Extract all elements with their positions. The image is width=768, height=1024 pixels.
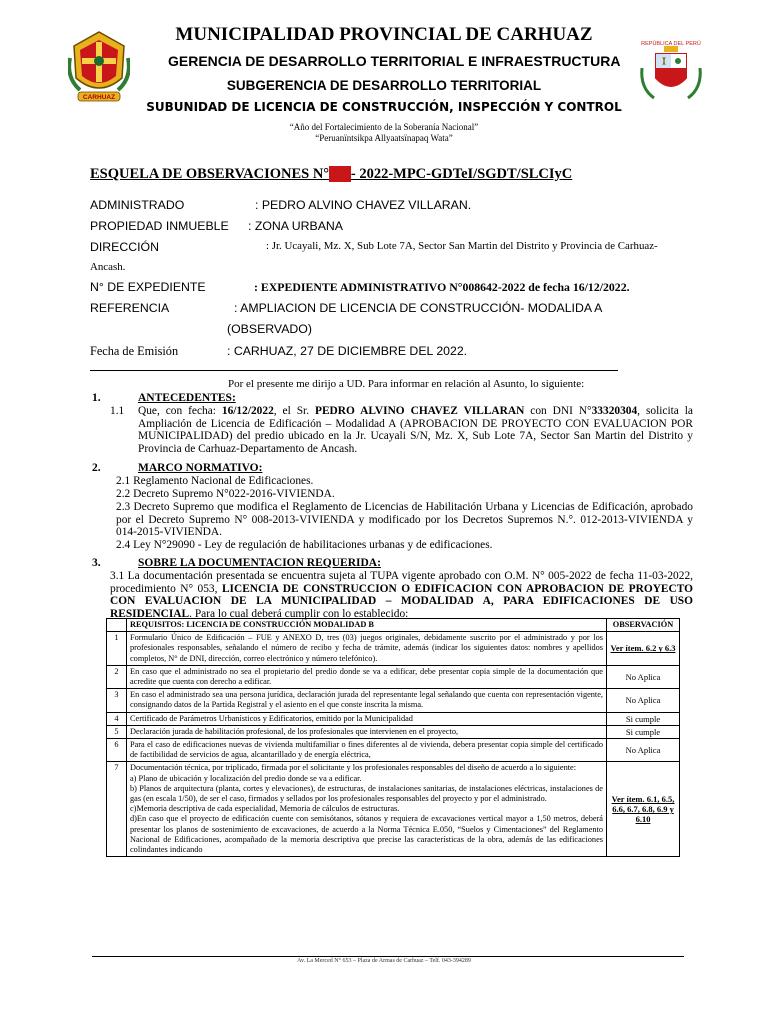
year-motto-quechua: “Peruanïntsikpa Allyaatsïnapaq Wata” [315,133,453,143]
propiedad-label: PROPIEDAD INMUEBLE [90,219,229,233]
esquela-title [90,166,572,183]
section-1-1-number: 1.1 [110,405,125,417]
row-requirement: Declaración jurada de habilitación profesional, de los profesionales que intervienen en el proyecto, [127,725,607,738]
row-observation: Si cumple [607,712,680,725]
s3-1-b: LICENCIA DE CONSTRUCCION O EDIFICACION CON APROBACION DE PROYECTO CON EVALUACION DE LA MUNICIPALIDAD – MODALIDAD A, PARA EDIFICACIONES DE USO RESIDENCIAL [110,582,693,620]
row-requirement: Documentación técnica, por triplicado, firmada por el solicitante y los profesionales responsables del diseño de acuerdo a lo siguiente: a) Plano de ubicación y localización del predio donde se va a edificar. b) Planos de arquitectura (planta, cortes y elevaciones), de estructuras, de instalaciones sanitarias, de instalaciones eléctricas, instalaciones de gas (en escala 1/50), de ser el caso, firmados y sellados por los profesionales responsables del proyecto y por el administrado. c)Memoria descriptiva de cada especialidad, Memoria de cálculos de estructuras. d)En caso que el proyecto de edificación cuente con semisótanos, sótanos y requiera de excavaciones vertical mayor a 1,50 metros, deberá presentar los planos de sostenimiento de excavaciones, de acuerdo a la Norma Técnica E.050, “Suelos y Cimentaciones” del Reglamento Nacional de Edificaciones, acompañado de la memoria descriptiva que precise las características de la obra, además de las edificaciones colindantes indicando [127,762,607,857]
table-row [107,665,680,688]
row-requirement: En caso el administrado sea una persona jurídica, declaración jurada del representante legal señalando que cuenta con representación vigente, consignando datos de la Partida Registral y el asiento en el que conste inscrita la misma. [127,689,607,712]
s1-1-c: con DNI N° [524,405,592,417]
logo-left-label: CARHUAZ [82,94,116,101]
row-number: 2 [107,665,127,688]
section-3-number: 3. [92,557,101,569]
intro-text: Por el presente me dirijo a UD. Para informar en relación al Asunto, lo siguiente: [228,378,585,390]
expediente-value: : EXPEDIENTE ADMINISTRATIVO N°008642-2022 de fecha 16/12/2022. [254,280,630,294]
referencia-value: : AMPLIACION DE LICENCIA DE CONSTRUCCIÓN- MODALIDA A [234,301,603,315]
gerencia-heading: GERENCIA DE DESARROLLO TERRITORIAL E INFRAESTRUCTURA [168,53,621,69]
table-row [107,689,680,712]
referencia-label: REFERENCIA [90,301,170,315]
row-number: 3 [107,689,127,712]
row-requirement: En caso que el administrado no sea el propietario del predio donde se va a edificar, debe presentar copia simple de la documentación que acredite que cuenta con derecho a edificar. [127,665,607,688]
section-3-title: SOBRE LA DOCUMENTACION REQUERIDA: [138,557,381,569]
section-2-number: 2. [92,462,101,474]
peru-coat-of-arms-logo [634,38,708,104]
header-observacion: OBSERVACIÓN [607,619,680,632]
propiedad-value: : ZONA URBANA [248,219,343,233]
s1-1-dni: 33320304 [591,405,638,417]
direccion-value: : Jr. Ucayali, Mz. X, Sub Lote 7A, Sector San Martin del Distrito y Provincia de Carhuaz- [266,240,658,252]
esquela-number-redacted: 000 [329,166,351,182]
row-number: 6 [107,739,127,762]
footer-address: Av. La Merced N° 653 – Plaza de Armas de Carhuaz – Telf. 043-394289 [297,958,471,964]
section-2-1: 2.1 Reglamento Nacional de Edificaciones. [116,475,314,487]
table-row [107,712,680,725]
header-requisitos: REQUISITOS: LICENCIA DE CONSTRUCCIÓN MODALIDAD B [127,619,607,632]
administrado-label: ADMINISTRADO [90,198,185,212]
administrado-value: : PEDRO ALVINO CHAVEZ VILLARAN. [255,198,472,212]
section-2-3: 2.3 Decreto Supremo que modifica el Reglamento de Licencias de Habilitación Urbana y Licencias de Edificación, aprobado por el Decreto Supremo N° 008-2013-VIVIENDA y modificado por los Decretos Supremos N.°. 012-2013-VIVIENDA y 014-2015-VIVIENDA. [116,501,693,539]
table-row [107,725,680,738]
s1-1-a: Que, con fecha: [138,405,222,417]
table-row [107,739,680,762]
subgerencia-heading: SUBGERENCIA DE DESARROLLO TERRITORIAL [226,78,542,93]
s3-1-c: . Para lo cual deberá cumplir con lo establecido: [189,607,409,620]
row-requirement: Formulario Único de Edificación – FUE y ANEXO D, tres (03) juegos originales, debidamente suscrito por el administrado y por los profesionales responsables, señalando el número de recibo y fecha de trámite, además (indicar los siguientes datos: nombres y apellidos completos, N° de DNI, dirección, correo electrónico y número telefónico). [127,632,607,666]
divider-line [90,370,618,371]
row-number: 1 [107,632,127,666]
section-1-1-text [138,405,693,455]
s1-1-date: 16/12/2022 [221,405,274,417]
section-1-number: 1. [92,392,101,404]
footer-divider [92,956,684,957]
row-number: 5 [107,725,127,738]
referencia-value-line2: (OBSERVADO) [227,322,312,336]
row-requirement: Certificado de Parámetros Urbanísticos y Edificatorios, emitido por la Municipalidad [127,712,607,725]
table-row [107,632,680,666]
header-number-cell [107,619,127,632]
municipality-title: MUNICIPALIDAD PROVINCIAL DE CARHUAZ [175,24,593,45]
requirements-table [106,618,680,857]
year-motto: “Año del Fortalecimiento de la Soberanía Nacional” [289,122,479,132]
section-3-1-text [110,570,693,620]
row-number: 4 [107,712,127,725]
row-number: 7 [107,762,127,857]
esquela-prefix: ESQUELA DE OBSERVACIONES N° [90,166,330,182]
direccion-label: DIRECCIÓN [90,240,160,254]
fecha-label: Fecha de Emisión [90,344,179,358]
s1-1-d: , solicita la Ampliación de Licencia de Edificación – Modalidad A (APROBACION DE PROYECTO CON EVALUACION POR MUNICIPALIDAD) del predio ubicado en la Jr. Ucayali S/N, Mz. X, Sub Lote 7A, Sector San Martin del Distrito y Provincia de Carhuaz-Departamento de Ancash. [138,405,693,455]
row-observation: No Aplica [607,665,680,688]
s1-1-b: , el Sr. [273,405,315,417]
section-2-2: 2.2 Decreto Supremo N°022-2016-VIVIENDA. [116,488,335,500]
fecha-value: : CARHUAZ, 27 DE DICIEMBRE DEL 2022. [227,344,468,358]
expediente-label: N° DE EXPEDIENTE [90,280,206,294]
row-observation: No Aplica [607,689,680,712]
esquela-suffix: - 2022-MPC-GDTeI/SGDT/SLCIyC [350,166,573,182]
subunidad-heading: SUBUNIDAD DE LICENCIA DE CONSTRUCCIÓN, INSPECCIÓN Y CONTROL [146,100,622,114]
s3-1-a: 3.1 La documentación presentada se encuentra sujeta al TUPA vigente aprobado con O.M. N° 005-2022 de fecha 11-03-2022, procedimiento N° 053, [110,570,693,595]
section-2-title: MARCO NORMATIVO: [138,462,263,474]
row-observation: Si cumple [607,725,680,738]
direccion-value-line2: Ancash. [90,261,126,273]
row-observation: No Aplica [607,739,680,762]
section-1-title: ANTECEDENTES: [138,392,236,404]
table-header-row [107,619,680,632]
s1-1-name: PEDRO ALVINO CHAVEZ VILLARAN [314,405,525,417]
row-observation: Ver ítem. 6.1, 6.5, 6.6, 6.7, 6.8, 6.9 y 6.10 [607,762,680,857]
section-2-4: 2.4 Ley N°29090 - Ley de regulación de habilitaciones urbanas y de edificaciones. [116,539,493,551]
row-observation: Ver ítem. 6.2 y 6.3 [607,632,680,666]
logo-right-label: REPÚBLICA DEL PERÚ [641,41,701,47]
row-requirement: Para el caso de edificaciones nuevas de vivienda multifamiliar o fines diferentes al de vivienda, debera presentar copia simple del certificado de factibilidad de servicios de agua, alcantarillado y de energía eléctrica, [127,739,607,762]
table-row [107,762,680,857]
